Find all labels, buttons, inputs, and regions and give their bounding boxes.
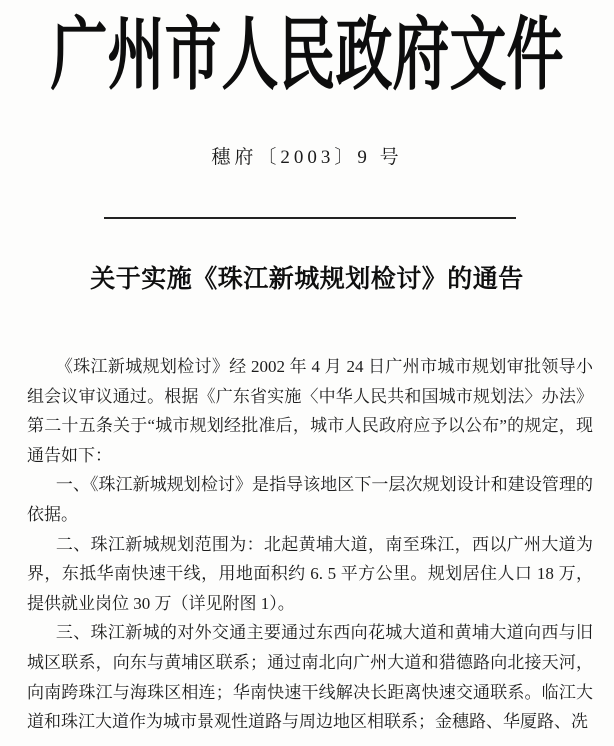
paragraph-item-3: 三、珠江新城的对外交通主要通过东西向花城大道和黄埔大道向西与旧城区联系，向东与黄埔区联系；通过南北向广州大道和猎德路向北接天河，向南跨珠江与海珠区相连；华南快速干线解决长距离快速交通联系。临江大道和珠江大道作为城市景观性道路与周边地区相联系；金穗路、华厦路、冼 (27, 623, 593, 732)
document-body (27, 352, 593, 737)
document-header-title: 广州市人民政府文件 (50, 11, 564, 100)
paragraph-intro: 《珠江新城规划检讨》经 2002 年 4 月 24 日广州市城市规划审批领导小组会议审议通过。根据《广东省实施〈中华人民共和国城市规划法〉办法》第二十五条关于“城市规划经批准后，城市人民政府应予以公布”的规定，现通告如下： (27, 357, 593, 465)
document-number: 穗府〔2003〕9 号 (211, 147, 403, 168)
subject-title: 关于实施《珠江新城规划检讨》的通告 (90, 266, 524, 293)
paragraph-item-2: 二、珠江新城规划范围为：北起黄埔大道，南至珠江，西以广州大道为界，东抵华南快速干线，用地面积约 6. 5 平方公里。规划居住人口 18 万，提供就业岗位 30 万（详见附图 1）。 (27, 534, 593, 613)
header-divider-rule (104, 217, 516, 219)
paragraph-item-1: 一、《珠江新城规划检讨》是指导该地区下一层次规划设计和建设管理的依据。 (27, 475, 593, 524)
